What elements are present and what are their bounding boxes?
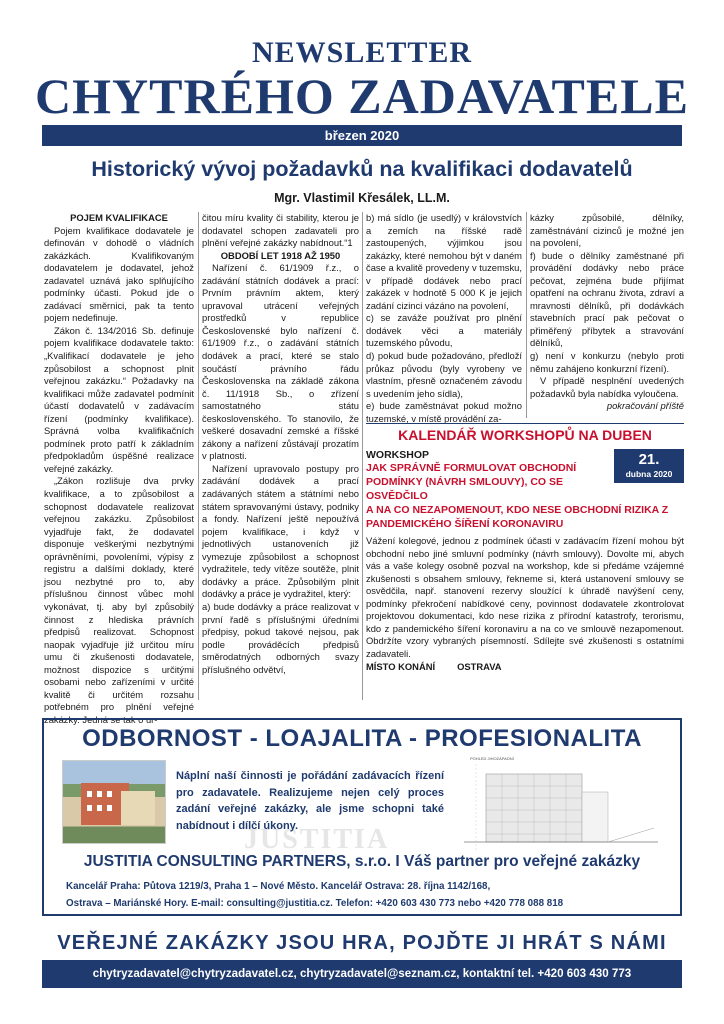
article-paragraph: g) není v konkurzu (nebylo proti němu zahájeno konkurzní řízení). [530,350,684,374]
article-paragraph: c) se zaváže používat pro plnění dodávek věci a materiály tuzemského původu, [366,312,522,349]
article-author: Mgr. Vlastimil Křesálek, LL.M. [274,191,450,205]
newsletter-label: NEWSLETTER [251,36,473,69]
footer-contacts: chytryzadavatel@chytryzadavatel.cz, chytryzadavatel@seznam.cz, kontaktní tel. +420 603 430 773 [42,960,682,988]
address-line-2: Ostrava – Mariánské Hory. E-mail: consulting@justitia.cz. Telefon: +420 603 430 773 nebo +420 778 088 818 [66,898,564,909]
article-column-2 [202,212,359,676]
article-paragraph: f) bude o dělníky zaměstnané při provádění dodávky nebo práce pečovat, zejména bude přijímat opatření na ochranu života, zdraví a mravnosti dělníků, při dodávkách stavebních prací pak pečovat o přiměřený příbytek a stravování dělníků, [530,249,684,349]
drawing-label: POHLED JIHOZÁPADNÍ [470,756,514,761]
workshop-month: dubna 2020 [625,469,673,479]
article-paragraph: Nařízení upravovalo postupy pro zadávání dodávek a prací zadávaných státem a státními nebo státem spravovanými ústavy, podniky a fondy. Nařízení ještě nepoužívá pojem kvalifikace, i když v jednotlivých ustanoveních již vymezuje způsobilost a schopnost vydražitele, tedy vítěze soutěže, plnit dodávky a práce. Způsobilým plnit dodávky a práce je vydražitel, který: [202,462,359,600]
ad-title: ODBORNOST - LOAJALITA - PROFESIONALITA [82,725,642,752]
workshop-place [366,661,684,672]
building-elevation-drawing [458,752,664,862]
slogan: VEŘEJNÉ ZAKÁZKY JSOU HRA, POJĎTE JI HRÁT S NÁMI [57,932,667,954]
article-column-3 [366,212,522,425]
article-title: Historický vývoj požadavků na kvalifikaci dodavatelů [91,157,633,181]
workshop-date-badge [614,449,684,483]
calendar-title: KALENDÁŘ WORKSHOPŮ NA DUBEN [366,423,684,445]
workshop-block [366,449,684,672]
workshop-title-part2: A NA CO NEZAPOMENOUT, KDO NESE OBCHODNÍ RIZIKA Z PANDEMICKÉHO ŠÍŘENÍ KORONAVIRU [366,504,669,530]
article-paragraph: b) má sídlo (je usedlý) v královstvích a zemích na říšské radě zastoupených, výjimkou jsou zakázky, které nemohou být v daném čase a kvalitě provedeny v tuzemsku, v případě dodávek nebo prací zakázek v hodnotě 5 000 K je jejich zadání cizinci vázáno na povolení, [366,212,522,311]
workshop-title-part1: JAK SPRÁVNĚ FORMULOVAT OBCHODNÍ PODMÍNKY (NÁVRH SMLOUVY), CO SE OSVĚDČILO [366,462,577,502]
article-paragraph: kázky způsobilé, dělníky, zaměstnávání cizinců je možné jen na povolení, [530,212,684,249]
article-paragraph: a) bude dodávky a práce realizovat v první řadě s příslušnými úředními předpisy, pokud takové nejsou, pak podle prováděcích předpisů směrodatných odborných svazy příslušného odvětví, [202,600,359,675]
article-column-4 [530,212,684,413]
column-divider [198,212,199,700]
issue-date-bar: březen 2020 [42,125,682,146]
masthead-title: CHYTRÉHO ZADAVATELE [35,68,689,124]
place-label: MÍSTO KONÁNÍ [366,661,436,673]
address-line-1: Kancelář Praha: Půtova 1219/3, Praha 1 – Nové Město. Kancelář Ostrava: 28. října 1142/168, [66,881,491,892]
justitia-watermark: JUSTITIA [244,824,390,855]
article-column-1 [44,212,194,726]
workshop-day: 21. [638,451,660,468]
column-divider [526,212,527,418]
place-value: OSTRAVA [457,661,502,673]
workshop-description: Vážení kolegové, jednou z podmínek účasti v zadávacím řízení mohou být obchodní nebo jiné smluvní podmínky (návrh smlouvy). Dovolte mi, abych vás a vaše kolegy osobně pozval na workshop, kde si předáme vzájemné zkušenosti s obsahem smlouvy, řekneme si, která ustanovení smlouvy se osvědčila, např. stanovení rezervy sloužící k úhradě navýšení ceny, podmínky překročení nabídkové ceny, povinnost dodavatele zkontrolovat projektovou dokumentaci, kdo nese rizika z přírodní katastrofy, terorismu, kdo z pandemického šíření koronaviru a na co ve smlouvě nezapomenout. Obdržíte vzory vybraných písemností. Sdílejte své zkušenosti s ostatními zadavateli. [366,535,684,659]
ad-description: Náplní naší činnosti je pořádání zadávacích řízení pro zadavatele. Realizujeme nejen celý proces zadání veřejné zakázky, ale jsme schopni také nabídnout i dílčí úkony. [176,770,444,832]
workshop-tag: WORKSHOP [366,449,429,461]
article-paragraph: e) bude zaměstnávat pokud možno tuzemské, v místě provádění za- [366,400,522,424]
article-paragraph: Zákon č. 134/2016 Sb. definuje pojem kvalifikace dodavatele takto: „Kvalifikací dodavatele je jeho způsobilost a schopnost plnit veřejnou zakázku.“ Požadavky na kvalifikaci může zadavatel podmínit účastí dodavatelů v zadávacím řízení (podmínky kvalifikace). Správná volba kvalifikačních podmínek proto patří k základním předpokladům úspěšné realizace veřejné zakázky. [44,324,194,474]
section-heading: POJEM KVALIFIKACE [70,212,168,223]
article-paragraph: Pojem kvalifikace dodavatele je definován v dohodě o vládních zakázkách. Kvalifikovaným dodavatelem je dodavatel, jehož zadavatel uznává jako splňujícího podmínky účasti. Pokud jde o zadávací směrnici, pak ta tento pojem nedefinuje. [44,224,194,324]
section-heading: OBDOBÍ LET 1918 AŽ 1950 [220,249,341,261]
advertisement-box [42,718,682,916]
article-paragraph: „Zákon rozlišuje dva prvky kvalifikace, a to způsobilost a schopnost dodavatele realizovat veřejnou zakázku. Způsobilost vyjadřuje fakt, že dodavatel disponuje veškerými nezbytnými oprávněními, povoleními, výpisy z registru a dalšími doklady, které jsou nezbytné pro to, aby příslušnou činnost vůbec mohl vykonávat, tj. aby byl způsobilý činnost z hlediska právních předpisů realizovat. Schopnost naopak vyjadřuje již určitou míru umu či zkušenosti dodavatele, možnost dispozice s určitými osobami nebo zařízeními v určité kvalitě či určitém rozsahu potřebném pro plnění veřejné zakázky. Jedná se tak o ur- [44,475,194,725]
article-paragraph: d) pokud bude požadováno, předloží průkaz původu (byly vyrobeny ve vlastním, přesně označeném závodu s uvedením jeho sídla), [366,350,522,399]
article-paragraph: čitou míru kvality či stability, kterou je dodavatel schopen zadavateli pro plnění veřejné zakázky nabídnout.“1 [202,212,359,249]
continued-note: pokračování příště [606,400,684,412]
office-building-photo [62,760,166,844]
article-paragraph: Nařízení č. 61/1909 ř.z., o zadávání státních dodávek a prací: Prvním právním aktem, který upravoval utrácení veřejných prostředků v republice Československé bylo nařízení č. 61/1909 ř.z., o zadávání státních dodávek a prací, které se stalo součástí právního řádu Československa na základě zákona č. 11/1918 Sb., o zřízení samostatného státu československého. To stanovilo, že veškeré dosavadní zemské a říšské zákony a nařízení zůstávají prozatím v platnosti. [202,262,359,462]
company-name: JUSTITIA CONSULTING PARTNERS, s.r.o. I Váš partner pro veřejné zakázky [83,853,641,870]
article-paragraph: V případě nesplnění uvedených požadavků byla nabídka vyloučena. [530,375,684,399]
company-contacts [66,878,666,912]
column-divider [362,212,363,700]
